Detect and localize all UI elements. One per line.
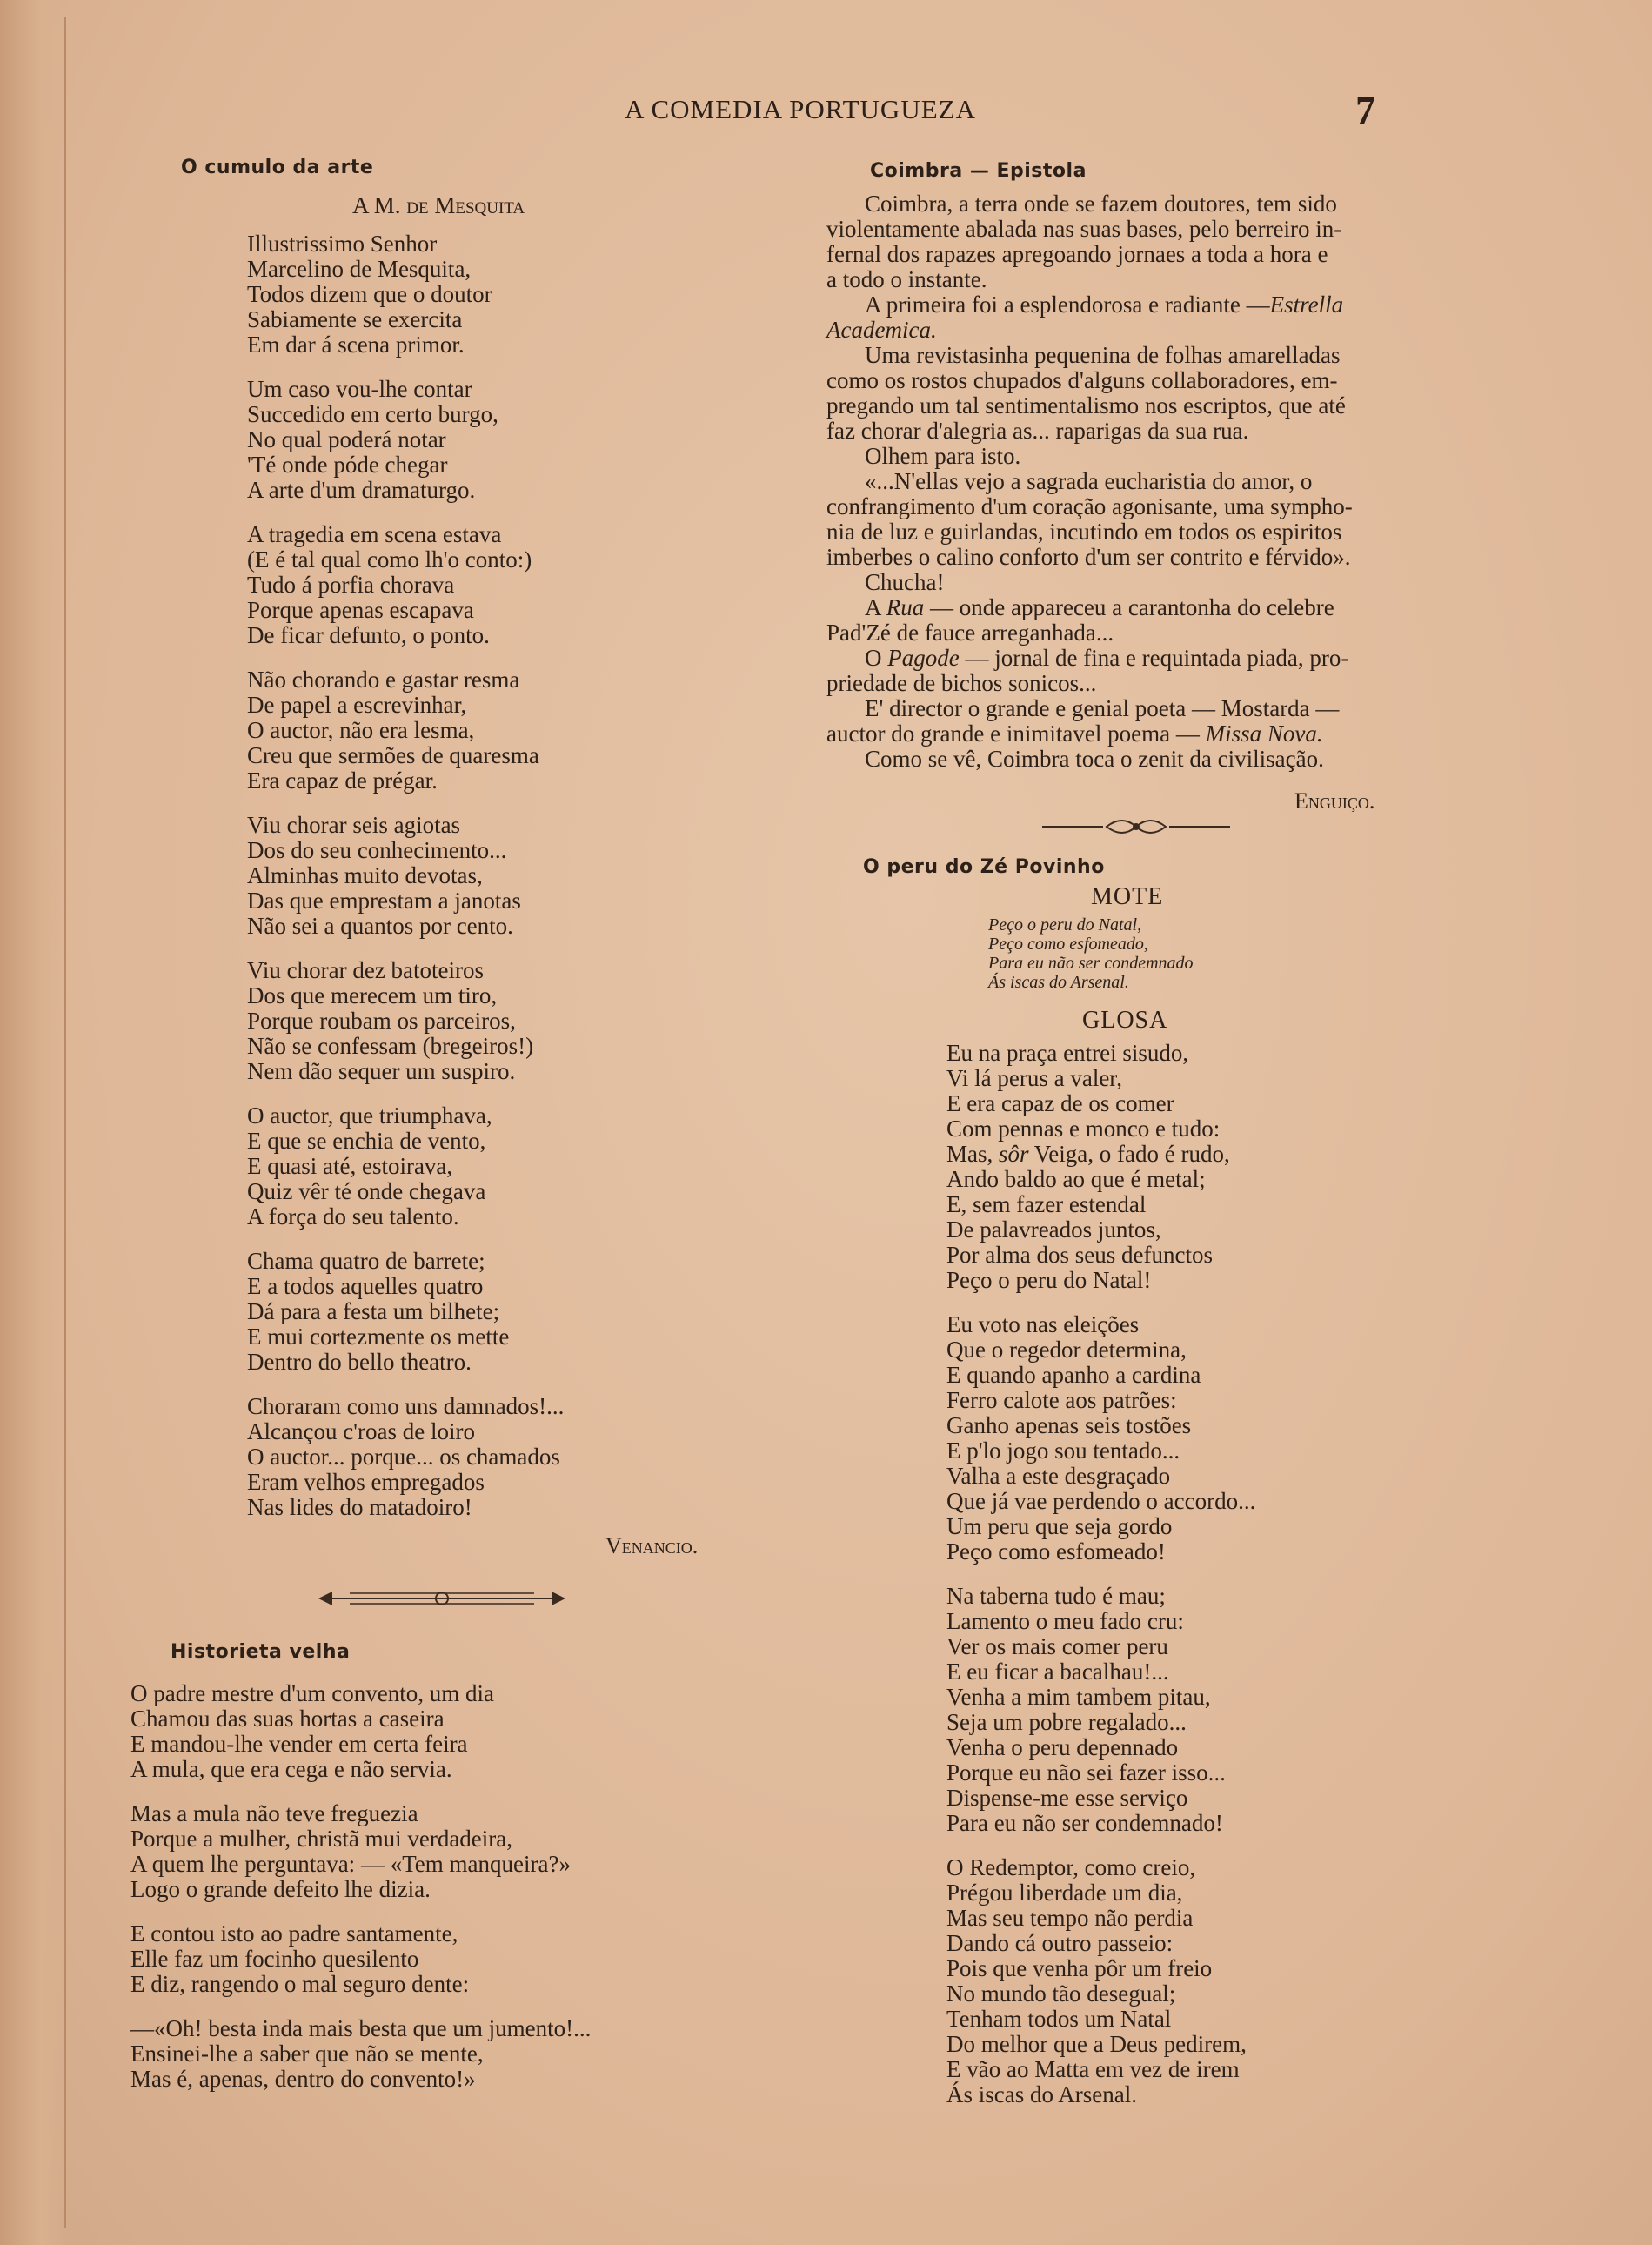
stanza bbox=[247, 522, 564, 648]
text-line: Todos dizem que o doutor bbox=[247, 281, 492, 307]
text-line: Pois que venha pôr um freio bbox=[946, 1955, 1213, 1981]
text-line bbox=[826, 267, 1453, 292]
text-line: Ás iscas do Arsenal. bbox=[988, 973, 1129, 992]
text-line: Das que emprestam a janotas bbox=[247, 888, 521, 914]
text-line: Um caso vou-lhe contar bbox=[247, 376, 472, 402]
section-title: O cumulo da arte bbox=[181, 157, 374, 178]
text-line bbox=[826, 595, 1453, 620]
section-title: Historieta velha bbox=[171, 1641, 351, 1663]
text-segment: a todo o instante. bbox=[826, 266, 987, 292]
text-line: Não chorando e gastar resma bbox=[247, 667, 520, 693]
text-line bbox=[826, 696, 1453, 721]
text-segment: sôr bbox=[999, 1141, 1029, 1167]
text-line: Creu que sermões de quaresma bbox=[247, 742, 539, 768]
text-line bbox=[826, 519, 1453, 545]
text-line: Choraram como uns damnados!... bbox=[247, 1393, 565, 1419]
text-line: Peço o peru do Natal! bbox=[946, 1267, 1152, 1293]
poem-title-historieta bbox=[171, 1638, 350, 1665]
text-line: Eu voto nas eleições bbox=[946, 1311, 1140, 1337]
text-segment: confrangimento d'um coração agonisante, uma sympho- bbox=[826, 493, 1353, 519]
text-line: O padre mestre d'um convento, um dia bbox=[130, 1680, 494, 1706]
text-line: E contou isto ao padre santamente, bbox=[130, 1920, 458, 1947]
text-segment: Missa Nova. bbox=[1205, 720, 1323, 747]
stanza bbox=[247, 231, 564, 358]
poem-title-cumulo bbox=[181, 153, 373, 180]
text-segment: Veiga, o fado é rudo, bbox=[1028, 1141, 1230, 1167]
text-line: E quando apanho a cardina bbox=[946, 1362, 1201, 1388]
text-line: Dos que merecem um tiro, bbox=[247, 982, 498, 1009]
text-line: Dispense-me esse serviço bbox=[946, 1785, 1188, 1811]
text-segment: priedade de bichos sonicos... bbox=[826, 670, 1097, 696]
text-line: Alminhas muito devotas, bbox=[247, 862, 483, 888]
article-coimbra-epistola bbox=[826, 191, 1453, 772]
text-line bbox=[826, 292, 1453, 318]
text-segment: Estrella bbox=[1269, 292, 1344, 318]
text-line bbox=[826, 393, 1453, 419]
text-line: (E é tal qual como lh'o conto:) bbox=[247, 546, 532, 573]
text-line: Eu na praça entrei sisudo, bbox=[946, 1040, 1189, 1066]
stanza bbox=[247, 958, 564, 1084]
text-line: De palavreados juntos, bbox=[946, 1216, 1161, 1243]
stanza bbox=[130, 2016, 591, 2092]
text-line: Ás iscas do Arsenal. bbox=[946, 2081, 1137, 2108]
text-line bbox=[826, 671, 1453, 696]
poem-peru-glosa bbox=[946, 1041, 1255, 2127]
text-line: Era capaz de prégar. bbox=[247, 767, 438, 794]
text-line: Ver os mais comer peru bbox=[946, 1633, 1168, 1659]
text-line: O auctor, que triumphava, bbox=[247, 1102, 492, 1129]
text-segment: faz chorar d'alegria as... raparigas da sua rua. bbox=[826, 418, 1249, 444]
text-line: Venha a mim tambem pitau, bbox=[946, 1684, 1211, 1710]
text-line: Dá para a festa um bilhete; bbox=[247, 1298, 500, 1324]
text-line: Mas a mula não teve freguezia bbox=[130, 1800, 418, 1826]
text-line: Viu chorar dez batoteiros bbox=[247, 957, 485, 983]
poem-title-peru bbox=[863, 853, 1105, 880]
text-segment: Como se vê, Coimbra toca o zenit da civilisação. bbox=[865, 746, 1324, 772]
text-line bbox=[826, 570, 1453, 595]
text-line: O auctor, não era lesma, bbox=[247, 717, 475, 743]
text-line: E eu ficar a bacalhau!... bbox=[946, 1659, 1169, 1685]
article-signature-enguico: Enguiço. bbox=[1294, 788, 1375, 814]
text-line: Elle faz um focinho quesilento bbox=[130, 1946, 419, 1972]
ornament-divider bbox=[315, 1584, 569, 1613]
text-segment: Chucha! bbox=[865, 569, 945, 595]
text-line bbox=[826, 368, 1453, 393]
stanza bbox=[247, 377, 564, 503]
text-segment: A primeira foi a esplendorosa e radiante — bbox=[865, 292, 1270, 318]
text-line: E que se enchia de vento, bbox=[247, 1128, 486, 1154]
text-line: Viu chorar seis agiotas bbox=[247, 812, 461, 838]
text-line: Para eu não ser condemnado bbox=[988, 954, 1194, 973]
text-line: Do melhor que a Deus pedirem, bbox=[946, 2031, 1247, 2057]
text-line: Peço como esfomeado, bbox=[988, 935, 1148, 954]
text-line: Não sei a quantos por cento. bbox=[247, 913, 513, 939]
text-line: E mui cortezmente os mette bbox=[247, 1324, 510, 1350]
section-title: O peru do Zé Povinho bbox=[863, 856, 1105, 878]
text-line: Valha a este desgraçado bbox=[946, 1463, 1171, 1489]
text-line bbox=[826, 444, 1453, 469]
text-segment: Mas, bbox=[946, 1141, 999, 1167]
text-segment: E' director o grande e genial poeta — Mostarda — bbox=[865, 695, 1340, 721]
text-line: Ando baldo ao que é metal; bbox=[946, 1166, 1206, 1192]
page-number: 7 bbox=[1355, 88, 1375, 132]
text-line: Dentro do bello theatro. bbox=[247, 1349, 472, 1375]
text-line: Quiz vêr té onde chegava bbox=[247, 1178, 486, 1204]
mote-heading: MOTE bbox=[1091, 883, 1164, 910]
text-line: Porque eu não sei fazer isso... bbox=[946, 1759, 1226, 1786]
text-segment: Rua bbox=[886, 594, 925, 620]
text-line: Em dar á scena primor. bbox=[247, 332, 465, 358]
text-line: Dando cá outro passeio: bbox=[946, 1930, 1174, 1956]
text-line: O auctor... porque... os chamados bbox=[247, 1444, 560, 1470]
text-line: Alcançou c'roas de loiro bbox=[247, 1418, 476, 1444]
text-line: Nem dão sequer um suspiro. bbox=[247, 1058, 516, 1084]
poem-dedication: A M. de Mesquita bbox=[352, 192, 525, 218]
stanza bbox=[130, 1921, 591, 1997]
text-line: 'Té onde póde chegar bbox=[247, 452, 448, 478]
text-line: E vão ao Matta em vez de irem bbox=[946, 2056, 1240, 2082]
text-line: Mas seu tempo não perdia bbox=[946, 1905, 1194, 1931]
text-line bbox=[946, 1142, 1255, 1167]
running-head: A COMEDIA PORTUGUEZA bbox=[625, 94, 976, 124]
text-line bbox=[826, 494, 1453, 519]
text-line bbox=[826, 721, 1453, 747]
text-line: O Redemptor, como creio, bbox=[946, 1854, 1196, 1880]
text-line: Seja um pobre regalado... bbox=[946, 1709, 1187, 1735]
text-line: A quem lhe perguntava: — «Tem manqueira?» bbox=[130, 1851, 571, 1877]
text-line bbox=[826, 545, 1453, 570]
text-line: Peço o peru do Natal, bbox=[988, 915, 1142, 935]
text-segment: O bbox=[865, 645, 888, 671]
text-line bbox=[826, 747, 1453, 772]
text-segment: violentamente abalada nas suas bases, pelo berreiro in- bbox=[826, 216, 1342, 242]
mote-verses bbox=[988, 915, 1194, 992]
text-line: Chama quatro de barrete; bbox=[247, 1248, 485, 1274]
text-line: Logo o grande defeito lhe dizia. bbox=[130, 1876, 431, 1902]
text-line: E era capaz de os comer bbox=[946, 1090, 1174, 1116]
text-line: Marcelino de Mesquita, bbox=[247, 256, 472, 282]
text-line bbox=[826, 419, 1453, 444]
text-line bbox=[826, 191, 1453, 217]
text-line bbox=[826, 217, 1453, 242]
ornament-divider-small bbox=[1042, 813, 1230, 841]
text-line: Venha o peru depennado bbox=[946, 1734, 1179, 1760]
text-segment: fernal dos rapazes apregoando jornaes a toda a hora e bbox=[826, 241, 1328, 267]
text-line: A mula, que era cega e não servia. bbox=[130, 1756, 452, 1782]
text-line: E quasi até, estoirava, bbox=[247, 1153, 453, 1179]
text-line bbox=[826, 343, 1453, 368]
poem-cumulo-da-arte bbox=[247, 231, 564, 1539]
text-line: Por alma dos seus defunctos bbox=[946, 1242, 1213, 1268]
text-line: Porque a mulher, christã mui verdadeira, bbox=[130, 1826, 513, 1852]
text-segment: nia de luz e guirlandas, incutindo em todos os espiritos bbox=[826, 519, 1342, 545]
article-title-coimbra bbox=[870, 157, 1087, 184]
text-segment: — jornal de fina e requintada piada, pro- bbox=[959, 645, 1349, 671]
text-line: Para eu não ser condemnado! bbox=[946, 1810, 1223, 1836]
text-line: A tragedia em scena estava bbox=[247, 521, 502, 547]
glosa-heading: GLOSA bbox=[1082, 1007, 1168, 1034]
poem-historieta-velha bbox=[130, 1681, 591, 2111]
stanza bbox=[247, 1249, 564, 1375]
text-segment: pregando um tal sentimentalismo nos escriptos, que até bbox=[826, 392, 1346, 419]
text-line: Tenham todos um Natal bbox=[946, 2006, 1172, 2032]
text-line: Tudo á porfia chorava bbox=[247, 572, 455, 598]
text-line: Porque apenas escapava bbox=[247, 597, 474, 623]
text-line: A arte d'um dramaturgo. bbox=[247, 477, 476, 503]
text-segment: «...N'ellas vejo a sagrada eucharistia do amor, o bbox=[865, 468, 1313, 494]
text-line: Sabiamente se exercita bbox=[247, 306, 463, 332]
stanza bbox=[247, 813, 564, 939]
poem-signature-venancio: Venancio. bbox=[605, 1533, 699, 1558]
text-line bbox=[826, 318, 1453, 343]
text-line: Mas é, apenas, dentro do convento!» bbox=[130, 2066, 476, 2092]
text-line: Que já vae perdendo o accordo... bbox=[946, 1488, 1256, 1514]
text-segment: Coimbra, a terra onde se fazem doutores, tem sido bbox=[865, 191, 1337, 217]
text-segment: — onde appareceu a carantonha do celebre bbox=[924, 594, 1334, 620]
text-segment: A bbox=[865, 594, 886, 620]
text-segment: como os rostos chupados d'alguns collaboradores, em- bbox=[826, 367, 1338, 393]
text-line: —«Oh! besta inda mais besta que um jumento!... bbox=[130, 2015, 592, 2041]
text-line: A força do seu talento. bbox=[247, 1203, 459, 1230]
text-line: E p'lo jogo sou tentado... bbox=[946, 1437, 1180, 1464]
text-line: Nas lides do matadoiro! bbox=[247, 1494, 472, 1520]
stanza bbox=[946, 1041, 1255, 1293]
text-line: Lamento o meu fado cru: bbox=[946, 1608, 1184, 1634]
text-line: Vi lá perus a valer, bbox=[946, 1065, 1122, 1091]
text-line bbox=[826, 469, 1453, 494]
text-line: E a todos aquelles quatro bbox=[247, 1273, 484, 1299]
text-line: E mandou-lhe vender em certa feira bbox=[130, 1731, 468, 1757]
text-line: Ensinei-lhe a saber que não se mente, bbox=[130, 2041, 484, 2067]
text-line: Illustrissimo Senhor bbox=[247, 231, 438, 257]
text-line bbox=[826, 646, 1453, 671]
text-line: Ganho apenas seis tostões bbox=[946, 1412, 1192, 1438]
text-segment: imberbes o calino conforto d'um ser contrito e férvido». bbox=[826, 544, 1351, 570]
text-segment: Olhem para isto. bbox=[865, 443, 1021, 469]
text-line: E diz, rangendo o mal seguro dente: bbox=[130, 1971, 470, 1997]
text-line: Um peru que seja gordo bbox=[946, 1513, 1173, 1539]
text-segment: Pad'Zé de fauce arreganhada... bbox=[826, 620, 1114, 646]
text-line: Succedido em certo burgo, bbox=[247, 401, 498, 427]
text-line: Com pennas e monco e tudo: bbox=[946, 1116, 1221, 1142]
section-title: Coimbra — Epistola bbox=[870, 160, 1087, 182]
stanza bbox=[130, 1801, 591, 1902]
stanza bbox=[946, 1312, 1255, 1565]
stanza bbox=[247, 667, 564, 794]
text-line: De papel a escrevinhar, bbox=[247, 692, 467, 718]
text-line: Na taberna tudo é mau; bbox=[946, 1583, 1166, 1609]
text-line: Porque roubam os parceiros, bbox=[247, 1008, 516, 1034]
text-line: No mundo tão desegual; bbox=[946, 1980, 1176, 2007]
text-segment: Uma revistasinha pequenina de folhas amarelladas bbox=[865, 342, 1341, 368]
text-line: Ferro calote aos patrões: bbox=[946, 1387, 1177, 1413]
text-line: Eram velhos empregados bbox=[247, 1469, 485, 1495]
text-line: E, sem fazer estendal bbox=[946, 1191, 1147, 1217]
text-segment: Pagode bbox=[887, 645, 960, 671]
text-line: No qual poderá notar bbox=[247, 426, 446, 452]
stanza bbox=[130, 1681, 591, 1782]
text-segment: Academica. bbox=[826, 317, 937, 343]
text-line: Peço como esfomeado! bbox=[946, 1538, 1166, 1565]
text-segment: auctor do grande e inimitavel poema — bbox=[826, 720, 1206, 747]
text-line: Que o regedor determina, bbox=[946, 1337, 1187, 1363]
text-line bbox=[826, 620, 1453, 646]
text-line: Dos do seu conhecimento... bbox=[247, 837, 507, 863]
stanza bbox=[247, 1103, 564, 1230]
text-line: Chamou das suas hortas a caseira bbox=[130, 1706, 445, 1732]
page-fold-shadow bbox=[0, 0, 68, 2245]
text-line: Não se confessam (bregeiros!) bbox=[247, 1033, 534, 1059]
text-line bbox=[826, 242, 1453, 267]
text-line: De ficar defunto, o ponto. bbox=[247, 622, 490, 648]
stanza bbox=[946, 1855, 1255, 2108]
text-line: Prégou liberdade um dia, bbox=[946, 1880, 1183, 1906]
stanza bbox=[946, 1584, 1255, 1836]
stanza bbox=[247, 1394, 564, 1520]
